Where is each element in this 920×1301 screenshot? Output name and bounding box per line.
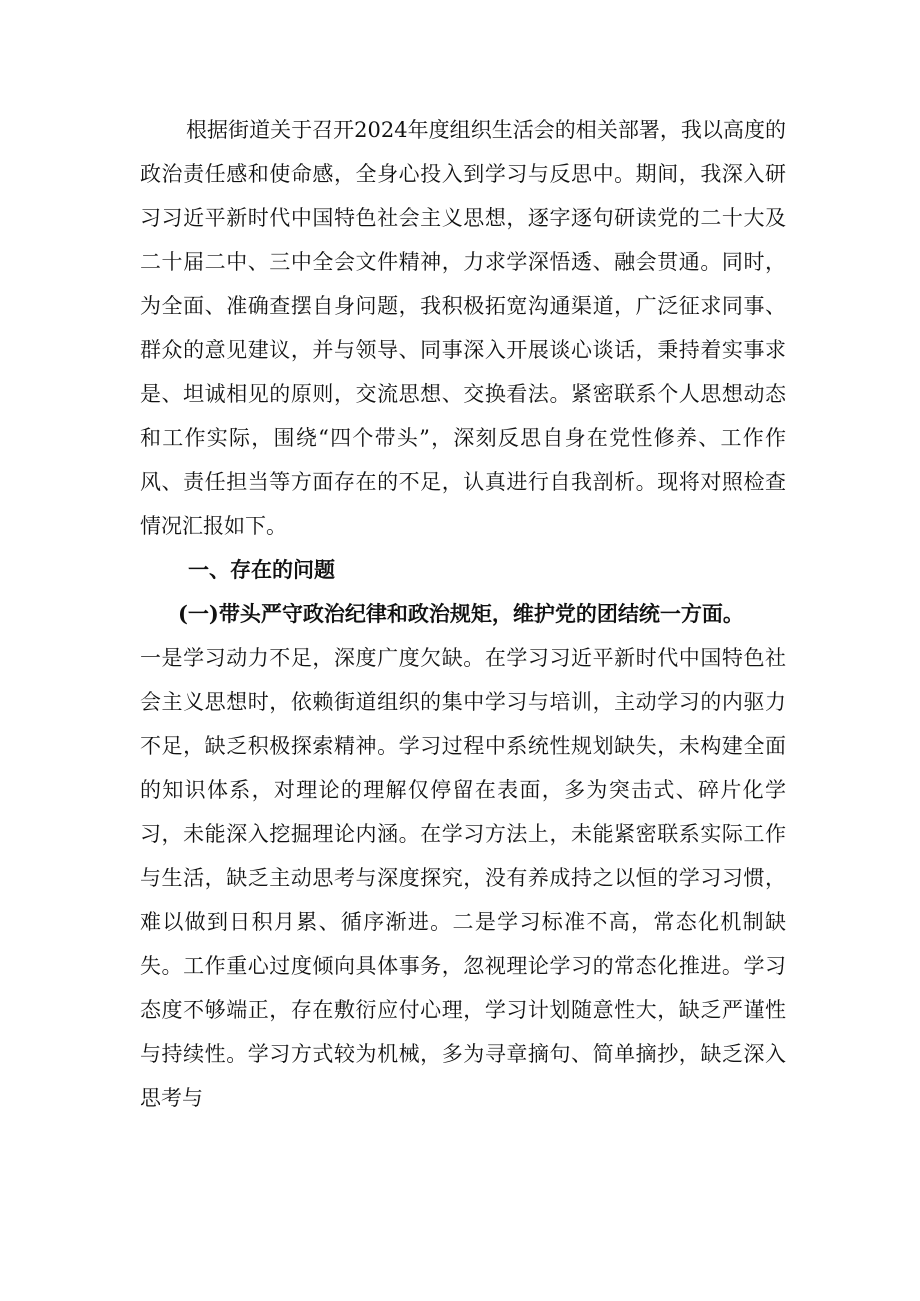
- section-heading: 一、存在的问题: [188, 557, 335, 582]
- problem-paragraph-text: 一是学习动力不足，深度广度欠缺。在学习习近平新时代中国特色社会主义思想时，依赖街道组织的集中学习与培训，主动学习的内驱力不足，缺乏积极探索精神。学习过程中系统性规划缺失，未构建全面的知识体系，对理论的理解仅停留在表面，多为突击式、碎片化学习，未能深入挖掘理论内涵。在学习方法上，未能紧密联系实际工作与生活，缺乏主动思考与深度探究，没有养成持之以恒的学习习惯，难以做到日积月累、循序渐进。二是学习标准不高，常态化机制缺失。工作重心过度倾向具体事务，忽视理论学习的常态化推进。学习态度不够端正，存在敷衍应付心理，学习计划随意性大，缺乏严谨性与持续性。学习方式较为机械，多为寻章摘句、简单摘抄，缺乏深入思考与: [140, 646, 786, 1110]
- document-body: [140, 108, 786, 1120]
- subsection-heading: (一)带头严守政治纪律和政治规矩，维护党的团结统一方面。: [178, 601, 744, 626]
- problem-paragraph: [140, 592, 786, 1120]
- intro-paragraph: 根据街道关于召开2024年度组织生活会的相关部署，我以高度的政治责任感和使命感，全身心投入到学习与反思中。期间，我深入研习习近平新时代中国特色社会主义思想，逐字逐句研读党的二十大及二十届二中、三中全会文件精神，力求学深悟透、融会贯通。同时，为全面、准确查摆自身问题，我积极拓宽沟通渠道，广泛征求同事、群众的意见建议，并与领导、同事深入开展谈心谈话，秉持着实事求是、坦诚相见的原则，交流思想、交换看法。紧密联系个人思想动态和工作实际，围绕“四个带头”，深刻反思自身在党性修养、工作作风、责任担当等方面存在的不足，认真进行自我剖析。现将对照检查情况汇报如下。: [140, 118, 786, 538]
